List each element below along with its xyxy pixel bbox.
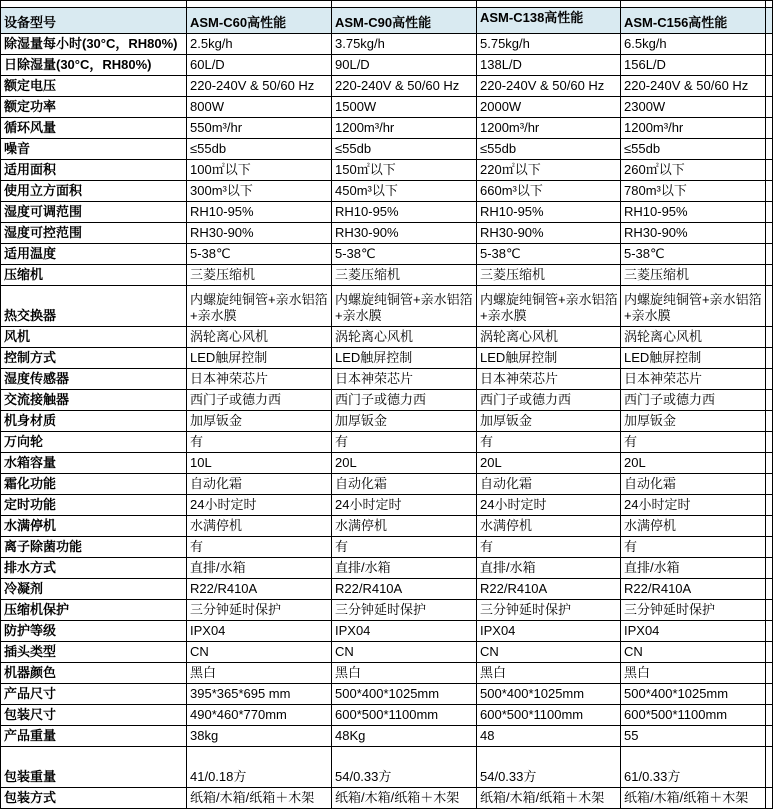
value-cell[interactable]: 直排/水箱	[332, 558, 477, 579]
value-cell[interactable]: 有	[332, 537, 477, 558]
spec-row	[1, 747, 773, 788]
spec-row	[1, 495, 773, 516]
row-label-cell[interactable]: 湿度传感器	[1, 369, 187, 390]
spec-row	[1, 621, 773, 642]
partial-cell	[766, 453, 773, 474]
row-label-cell[interactable]: 离子除菌功能	[1, 537, 187, 558]
value-cell[interactable]: R22/R410A	[332, 579, 477, 600]
value-cell[interactable]: 450m³以下	[332, 181, 477, 202]
value-cell[interactable]: 220-240V & 50/60 Hz	[477, 76, 621, 97]
value-cell[interactable]: LED触屏控制	[187, 348, 332, 369]
value-cell[interactable]: 5.75kg/h	[477, 34, 621, 55]
value-cell[interactable]: RH30-90%	[477, 223, 621, 244]
value-cell[interactable]: 三分钟延时保护	[332, 600, 477, 621]
spec-row	[1, 663, 773, 684]
partial-cell	[621, 1, 766, 8]
spec-row	[1, 411, 773, 432]
value-cell[interactable]: CN	[332, 642, 477, 663]
value-cell[interactable]: IPX04	[332, 621, 477, 642]
row-label-cell[interactable]: 水箱容量	[1, 453, 187, 474]
value-cell[interactable]: 三菱压缩机	[332, 265, 477, 286]
row-label-cell[interactable]: 压缩机保护	[1, 600, 187, 621]
value-cell[interactable]: 800W	[187, 97, 332, 118]
value-cell[interactable]: 加厚钣金	[332, 411, 477, 432]
row-label-cell[interactable]: 冷凝剂	[1, 579, 187, 600]
spec-row	[1, 160, 773, 181]
partial-cell	[766, 579, 773, 600]
value-cell[interactable]: 水满停机	[621, 516, 766, 537]
value-cell[interactable]: 内螺旋纯铜管+亲水铝箔+亲水膜	[621, 286, 766, 327]
value-cell[interactable]: 涡轮离心风机	[332, 327, 477, 348]
value-cell[interactable]: 水满停机	[477, 516, 621, 537]
value-cell[interactable]: ≤55db	[187, 139, 332, 160]
partial-cell	[766, 705, 773, 726]
value-cell[interactable]: CN	[477, 642, 621, 663]
spec-row	[1, 642, 773, 663]
value-cell[interactable]: 涡轮离心风机	[477, 327, 621, 348]
spec-row	[1, 432, 773, 453]
partial-cell	[766, 726, 773, 747]
value-cell[interactable]: 日本神荣芯片	[621, 369, 766, 390]
value-cell[interactable]: 48	[477, 726, 621, 747]
value-cell[interactable]: RH10-95%	[187, 202, 332, 223]
value-cell[interactable]: 90L/D	[332, 55, 477, 76]
partial-top-row	[1, 1, 773, 8]
spec-row	[1, 139, 773, 160]
spec-row	[1, 223, 773, 244]
row-label-cell[interactable]: 防护等级	[1, 621, 187, 642]
partial-cell	[766, 118, 773, 139]
spec-row	[1, 55, 773, 76]
row-label-cell[interactable]: 除湿量每小时(30°C，RH80%)	[1, 34, 187, 55]
value-cell[interactable]: 三菱压缩机	[621, 265, 766, 286]
value-cell[interactable]: RH10-95%	[477, 202, 621, 223]
value-cell[interactable]: 156L/D	[621, 55, 766, 76]
partial-cell	[766, 327, 773, 348]
spec-row	[1, 34, 773, 55]
value-cell[interactable]: 550m³/hr	[187, 118, 332, 139]
value-cell[interactable]: 220㎡以下	[477, 160, 621, 181]
value-cell[interactable]: 24小时定时	[332, 495, 477, 516]
value-cell[interactable]: IPX04	[187, 621, 332, 642]
spec-row	[1, 684, 773, 705]
row-label-cell[interactable]: 定时功能	[1, 495, 187, 516]
value-cell[interactable]: ≤55db	[477, 139, 621, 160]
value-cell[interactable]: 自动化霜	[621, 474, 766, 495]
partial-cell	[766, 788, 773, 809]
partial-cell	[766, 558, 773, 579]
row-label-cell[interactable]: 日除湿量(30°C，RH80%)	[1, 55, 187, 76]
partial-cell	[766, 432, 773, 453]
value-cell[interactable]: 纸箱/木箱/纸箱＋木架	[332, 788, 477, 809]
partial-cell	[766, 202, 773, 223]
value-cell[interactable]: 2.5kg/h	[187, 34, 332, 55]
spec-row	[1, 327, 773, 348]
value-cell[interactable]: 加厚钣金	[187, 411, 332, 432]
value-cell[interactable]: 自动化霜	[187, 474, 332, 495]
spec-row	[1, 202, 773, 223]
spec-row	[1, 390, 773, 411]
partial-cell	[766, 621, 773, 642]
value-cell[interactable]: 60L/D	[187, 55, 332, 76]
value-cell[interactable]: 三分钟延时保护	[477, 600, 621, 621]
row-label-cell[interactable]: 产品尺寸	[1, 684, 187, 705]
value-cell[interactable]: LED触屏控制	[621, 348, 766, 369]
value-cell[interactable]: 5-38℃	[187, 244, 332, 265]
value-cell[interactable]: 三菱压缩机	[187, 265, 332, 286]
row-label-cell[interactable]: 排水方式	[1, 558, 187, 579]
value-cell[interactable]: 20L	[332, 453, 477, 474]
value-cell[interactable]: 24小时定时	[477, 495, 621, 516]
spec-row	[1, 453, 773, 474]
value-cell[interactable]: 三分钟延时保护	[621, 600, 766, 621]
value-cell[interactable]: 三菱压缩机	[477, 265, 621, 286]
value-cell[interactable]: 660m³以下	[477, 181, 621, 202]
row-label-cell[interactable]: 循环风量	[1, 118, 187, 139]
value-cell[interactable]: ≤55db	[332, 139, 477, 160]
spec-row	[1, 788, 773, 809]
spec-row	[1, 348, 773, 369]
value-cell[interactable]: R22/R410A	[621, 579, 766, 600]
value-cell[interactable]: 日本神荣芯片	[477, 369, 621, 390]
partial-cell	[766, 139, 773, 160]
value-cell[interactable]: LED触屏控制	[332, 348, 477, 369]
column-header-asm-c138[interactable]: ASM-C138高性能	[477, 8, 621, 34]
value-cell[interactable]: CN	[621, 642, 766, 663]
row-label-cell[interactable]: 包装重量	[1, 747, 187, 788]
value-cell[interactable]: 1200m³/hr	[621, 118, 766, 139]
value-cell[interactable]: 20L	[621, 453, 766, 474]
value-cell[interactable]: 500*400*1025mm	[621, 684, 766, 705]
row-label-cell[interactable]: 使用立方面积	[1, 181, 187, 202]
value-cell[interactable]: 600*500*1100mm	[621, 705, 766, 726]
partial-cell	[766, 223, 773, 244]
value-cell[interactable]: 日本神荣芯片	[332, 369, 477, 390]
row-label-cell[interactable]: 万向轮	[1, 432, 187, 453]
spec-row	[1, 600, 773, 621]
row-label-cell[interactable]: 湿度可控范围	[1, 223, 187, 244]
value-cell[interactable]: 黑白	[332, 663, 477, 684]
value-cell[interactable]: RH30-90%	[187, 223, 332, 244]
column-header-asm-c60[interactable]: ASM-C60高性能	[187, 8, 332, 34]
value-cell[interactable]: 3.75kg/h	[332, 34, 477, 55]
row-label-cell[interactable]: 机器颜色	[1, 663, 187, 684]
value-cell[interactable]: 38kg	[187, 726, 332, 747]
value-cell[interactable]: 780m³以下	[621, 181, 766, 202]
partial-cell	[766, 76, 773, 97]
value-cell[interactable]: 直排/水箱	[477, 558, 621, 579]
row-label-cell[interactable]: 插头类型	[1, 642, 187, 663]
row-label-cell[interactable]: 风机	[1, 327, 187, 348]
value-cell[interactable]: 西门子或德力西	[621, 390, 766, 411]
value-cell[interactable]: IPX04	[621, 621, 766, 642]
row-label-cell[interactable]: 霜化功能	[1, 474, 187, 495]
value-cell[interactable]: 自动化霜	[332, 474, 477, 495]
value-cell[interactable]: 内螺旋纯铜管+亲水铝箔+亲水膜	[477, 286, 621, 327]
value-cell[interactable]: 5-38℃	[332, 244, 477, 265]
value-cell[interactable]: RH30-90%	[621, 223, 766, 244]
value-cell[interactable]: 有	[477, 537, 621, 558]
value-cell[interactable]: 直排/水箱	[187, 558, 332, 579]
value-cell[interactable]: 300m³以下	[187, 181, 332, 202]
column-header-asm-c90[interactable]: ASM-C90高性能	[332, 8, 477, 34]
value-cell[interactable]: 水满停机	[332, 516, 477, 537]
value-cell[interactable]: 600*500*1100mm	[332, 705, 477, 726]
value-cell[interactable]: 500*400*1025mm	[332, 684, 477, 705]
value-cell[interactable]: 600*500*1100mm	[477, 705, 621, 726]
partial-cell	[766, 495, 773, 516]
partial-cell	[187, 1, 332, 8]
spec-row	[1, 244, 773, 265]
value-cell[interactable]: 54/0.33方	[332, 747, 477, 788]
value-cell[interactable]: 138L/D	[477, 55, 621, 76]
partial-cell	[332, 1, 477, 8]
value-cell[interactable]: 220-240V & 50/60 Hz	[332, 76, 477, 97]
partial-cell	[766, 747, 773, 788]
value-cell[interactable]: 三分钟延时保护	[187, 600, 332, 621]
row-label-cell[interactable]: 湿度可调范围	[1, 202, 187, 223]
value-cell[interactable]: 加厚钣金	[621, 411, 766, 432]
value-cell[interactable]: 500*400*1025mm	[477, 684, 621, 705]
partial-cell	[766, 181, 773, 202]
row-label-cell[interactable]: 包装方式	[1, 788, 187, 809]
value-cell[interactable]: 48Kg	[332, 726, 477, 747]
value-cell[interactable]: CN	[187, 642, 332, 663]
spec-row	[1, 369, 773, 390]
partial-cell	[766, 286, 773, 327]
row-label-cell[interactable]: 热交换器	[1, 286, 187, 327]
row-label-cell[interactable]: 额定电压	[1, 76, 187, 97]
spec-row	[1, 286, 773, 327]
value-cell[interactable]: 日本神荣芯片	[187, 369, 332, 390]
row-label-cell[interactable]: 额定功率	[1, 97, 187, 118]
value-cell[interactable]: 2300W	[621, 97, 766, 118]
partial-cell	[766, 160, 773, 181]
value-cell[interactable]: 260㎡以下	[621, 160, 766, 181]
partial-cell	[766, 663, 773, 684]
value-cell[interactable]: 1500W	[332, 97, 477, 118]
spec-row	[1, 537, 773, 558]
partial-cell	[766, 34, 773, 55]
spec-row	[1, 265, 773, 286]
column-header-device-model[interactable]: 设备型号	[1, 8, 187, 34]
value-cell[interactable]: RH10-95%	[621, 202, 766, 223]
value-cell[interactable]: 有	[332, 432, 477, 453]
value-cell[interactable]: 黑白	[477, 663, 621, 684]
value-cell[interactable]: 西门子或德力西	[477, 390, 621, 411]
spec-row	[1, 558, 773, 579]
spec-row	[1, 97, 773, 118]
partial-cell	[766, 600, 773, 621]
value-cell[interactable]: 纸箱/木箱/纸箱＋木架	[187, 788, 332, 809]
partial-cell	[766, 97, 773, 118]
value-cell[interactable]: 150㎡以下	[332, 160, 477, 181]
value-cell[interactable]: RH10-95%	[332, 202, 477, 223]
spec-row	[1, 579, 773, 600]
spec-row	[1, 76, 773, 97]
partial-cell	[766, 244, 773, 265]
value-cell[interactable]: 水满停机	[187, 516, 332, 537]
value-cell[interactable]: 有	[187, 432, 332, 453]
partial-cell	[766, 537, 773, 558]
row-label-cell[interactable]: 适用温度	[1, 244, 187, 265]
value-cell[interactable]: 纸箱/木箱/纸箱＋木架	[477, 788, 621, 809]
partial-cell	[766, 1, 773, 8]
row-label-cell[interactable]: 机身材质	[1, 411, 187, 432]
partial-cell	[477, 1, 621, 8]
spec-row	[1, 516, 773, 537]
value-cell[interactable]: 24小时定时	[621, 495, 766, 516]
value-cell[interactable]: 2000W	[477, 97, 621, 118]
value-cell[interactable]: 5-38℃	[477, 244, 621, 265]
value-cell[interactable]: 黑白	[621, 663, 766, 684]
row-label-cell[interactable]: 压缩机	[1, 265, 187, 286]
value-cell[interactable]: 自动化霜	[477, 474, 621, 495]
value-cell[interactable]: 5-38℃	[621, 244, 766, 265]
partial-cell	[766, 642, 773, 663]
header-row	[1, 8, 773, 34]
value-cell[interactable]: 100㎡以下	[187, 160, 332, 181]
value-cell[interactable]: 有	[187, 537, 332, 558]
value-cell[interactable]: 有	[621, 432, 766, 453]
value-cell[interactable]: 61/0.33方	[621, 747, 766, 788]
value-cell[interactable]: 20L	[477, 453, 621, 474]
partial-cell	[766, 684, 773, 705]
value-cell[interactable]: 41/0.18方	[187, 747, 332, 788]
value-cell[interactable]: 有	[621, 537, 766, 558]
partial-cell	[766, 474, 773, 495]
partial-header-cell	[766, 8, 773, 34]
spec-row	[1, 705, 773, 726]
row-label-cell[interactable]: 包装尺寸	[1, 705, 187, 726]
value-cell[interactable]: 54/0.33方	[477, 747, 621, 788]
spec-row	[1, 726, 773, 747]
value-cell[interactable]: 加厚钣金	[477, 411, 621, 432]
value-cell[interactable]: LED触屏控制	[477, 348, 621, 369]
row-label-cell[interactable]: 交流接触器	[1, 390, 187, 411]
value-cell[interactable]: 内螺旋纯铜管+亲水铝箔+亲水膜	[332, 286, 477, 327]
partial-cell	[766, 390, 773, 411]
value-cell[interactable]: 有	[477, 432, 621, 453]
value-cell[interactable]: ≤55db	[621, 139, 766, 160]
partial-cell	[766, 369, 773, 390]
row-label-cell[interactable]: 产品重量	[1, 726, 187, 747]
spec-row	[1, 118, 773, 139]
value-cell[interactable]: 55	[621, 726, 766, 747]
value-cell[interactable]: 395*365*695 mm	[187, 684, 332, 705]
partial-cell	[766, 411, 773, 432]
partial-cell	[766, 516, 773, 537]
value-cell[interactable]: RH30-90%	[332, 223, 477, 244]
value-cell[interactable]: 490*460*770mm	[187, 705, 332, 726]
value-cell[interactable]: R22/R410A	[187, 579, 332, 600]
value-cell[interactable]: 纸箱/木箱/纸箱＋木架	[621, 788, 766, 809]
value-cell[interactable]: 黑白	[187, 663, 332, 684]
value-cell[interactable]: 直排/水箱	[621, 558, 766, 579]
value-cell[interactable]: 内螺旋纯铜管+亲水铝箔+亲水膜	[187, 286, 332, 327]
row-label-cell[interactable]: 噪音	[1, 139, 187, 160]
value-cell[interactable]: 24小时定时	[187, 495, 332, 516]
row-label-cell[interactable]: 适用面积	[1, 160, 187, 181]
value-cell[interactable]: 220-240V & 50/60 Hz	[621, 76, 766, 97]
partial-cell	[766, 55, 773, 76]
value-cell[interactable]: 10L	[187, 453, 332, 474]
row-label-cell[interactable]: 水满停机	[1, 516, 187, 537]
spec-row	[1, 181, 773, 202]
value-cell[interactable]: IPX04	[477, 621, 621, 642]
value-cell[interactable]: 1200m³/hr	[332, 118, 477, 139]
value-cell[interactable]: 西门子或德力西	[187, 390, 332, 411]
column-header-asm-c156[interactable]: ASM-C156高性能	[621, 8, 766, 34]
partial-cell	[766, 265, 773, 286]
value-cell[interactable]: 1200m³/hr	[477, 118, 621, 139]
value-cell[interactable]: 涡轮离心风机	[621, 327, 766, 348]
value-cell[interactable]: R22/R410A	[477, 579, 621, 600]
value-cell[interactable]: 西门子或德力西	[332, 390, 477, 411]
partial-cell	[766, 348, 773, 369]
spec-row	[1, 474, 773, 495]
row-label-cell[interactable]: 控制方式	[1, 348, 187, 369]
value-cell[interactable]: 6.5kg/h	[621, 34, 766, 55]
value-cell[interactable]: 涡轮离心风机	[187, 327, 332, 348]
value-cell[interactable]: 220-240V & 50/60 Hz	[187, 76, 332, 97]
partial-cell	[1, 1, 187, 8]
